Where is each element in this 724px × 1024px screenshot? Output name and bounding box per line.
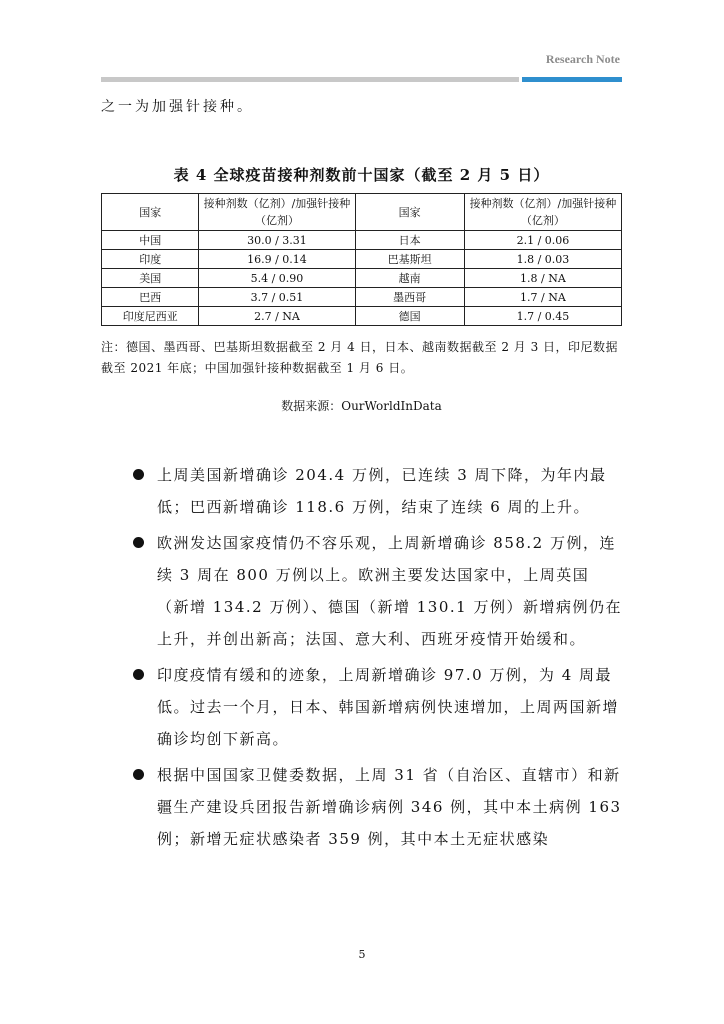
- table-header-row: [102, 194, 622, 231]
- table-cell: 巴西: [102, 288, 199, 307]
- table-cell: 中国: [102, 231, 199, 250]
- table-row: [102, 269, 622, 288]
- intro-text: 之一为加强针接种。: [101, 99, 254, 115]
- table-header-cell: 国家: [102, 194, 199, 231]
- table-cell: 2.1 / 0.06: [464, 231, 621, 250]
- list-item: [101, 527, 622, 655]
- bullet-dot-icon: [133, 537, 144, 548]
- vaccination-table: [101, 193, 622, 326]
- table-cell: 德国: [355, 307, 464, 326]
- table-cell: 美国: [102, 269, 199, 288]
- header-rule-gray: [101, 77, 519, 82]
- list-item: [101, 459, 622, 523]
- table-cell: 16.9 / 0.14: [199, 250, 355, 269]
- table-header-cell: 接种剂数（亿剂）/加强针接种（亿剂）: [464, 194, 621, 231]
- table-row: [102, 250, 622, 269]
- table-row: [102, 288, 622, 307]
- header-label: Research Note: [545, 52, 620, 66]
- table-cell: 2.7 / NA: [199, 307, 355, 326]
- bullet-text: 印度疫情有缓和的迹象，上周新增确诊 97.0 万例，为 4 周最低。过去一个月，日本、韩国新增病例快速增加，上周两国新增确诊均创下新高。: [157, 666, 620, 748]
- data-source: 数据来源：OurWorldInData: [281, 399, 442, 413]
- table-cell: 3.7 / 0.51: [199, 288, 355, 307]
- table-cell: 墨西哥: [355, 288, 464, 307]
- list-item: [101, 759, 622, 855]
- table-cell: 巴基斯坦: [355, 250, 464, 269]
- table-cell: 1.7 / NA: [464, 288, 621, 307]
- table-header-cell: 国家: [355, 194, 464, 231]
- table-cell: 30.0 / 3.31: [199, 231, 355, 250]
- table-cell: 1.8 / 0.03: [464, 250, 621, 269]
- bullet-text: 上周美国新增确诊 204.4 万例，已连续 3 周下降，为年内最低；巴西新增确诊 118.6 万例，结束了连续 6 周的上升。: [157, 466, 607, 516]
- table-title: 表 4 全球疫苗接种剂数前十国家（截至 2 月 5 日）: [173, 166, 550, 184]
- table-cell: 印度尼西亚: [102, 307, 199, 326]
- bullet-text: 欧洲发达国家疫情仍不容乐观，上周新增确诊 858.2 万例，连续 3 周在 800 万例以上。欧洲主要发达国家中，上周英国（新增 134.2 万例）、德国（新增 130.1 万例）新增病例仍在上升，并创出新高；法国、意大利、西班牙疫情开始缓和。: [157, 534, 622, 648]
- page-number: 5: [358, 948, 366, 961]
- table-cell: 5.4 / 0.90: [199, 269, 355, 288]
- table-row: [102, 307, 622, 326]
- header-rule-blue: [522, 77, 622, 82]
- table-cell: 1.8 / NA: [464, 269, 621, 288]
- bullet-dot-icon: [133, 669, 144, 680]
- bullet-text: 根据中国国家卫健委数据，上周 31 省（自治区、直辖市）和新疆生产建设兵团报告新增确诊病例 346 例，其中本土病例 163 例；新增无症状感染者 359 例，其中本土无症状感染: [157, 766, 622, 848]
- list-item: [101, 659, 622, 755]
- table-cell: 越南: [355, 269, 464, 288]
- table-note: 注：德国、墨西哥、巴基斯坦数据截至 2 月 4 日，日本、越南数据截至 2 月 3 日，印尼数据截至 2021 年底；中国加强针接种数据截至 1 月 6 日。: [101, 340, 619, 375]
- table-cell: 1.7 / 0.45: [464, 307, 621, 326]
- table-cell: 日本: [355, 231, 464, 250]
- table-row: [102, 231, 622, 250]
- table-cell: 印度: [102, 250, 199, 269]
- bullet-list: [101, 459, 622, 859]
- bullet-dot-icon: [133, 469, 144, 480]
- table-header-cell: 接种剂数（亿剂）/加强针接种（亿剂）: [199, 194, 355, 231]
- bullet-dot-icon: [133, 769, 144, 780]
